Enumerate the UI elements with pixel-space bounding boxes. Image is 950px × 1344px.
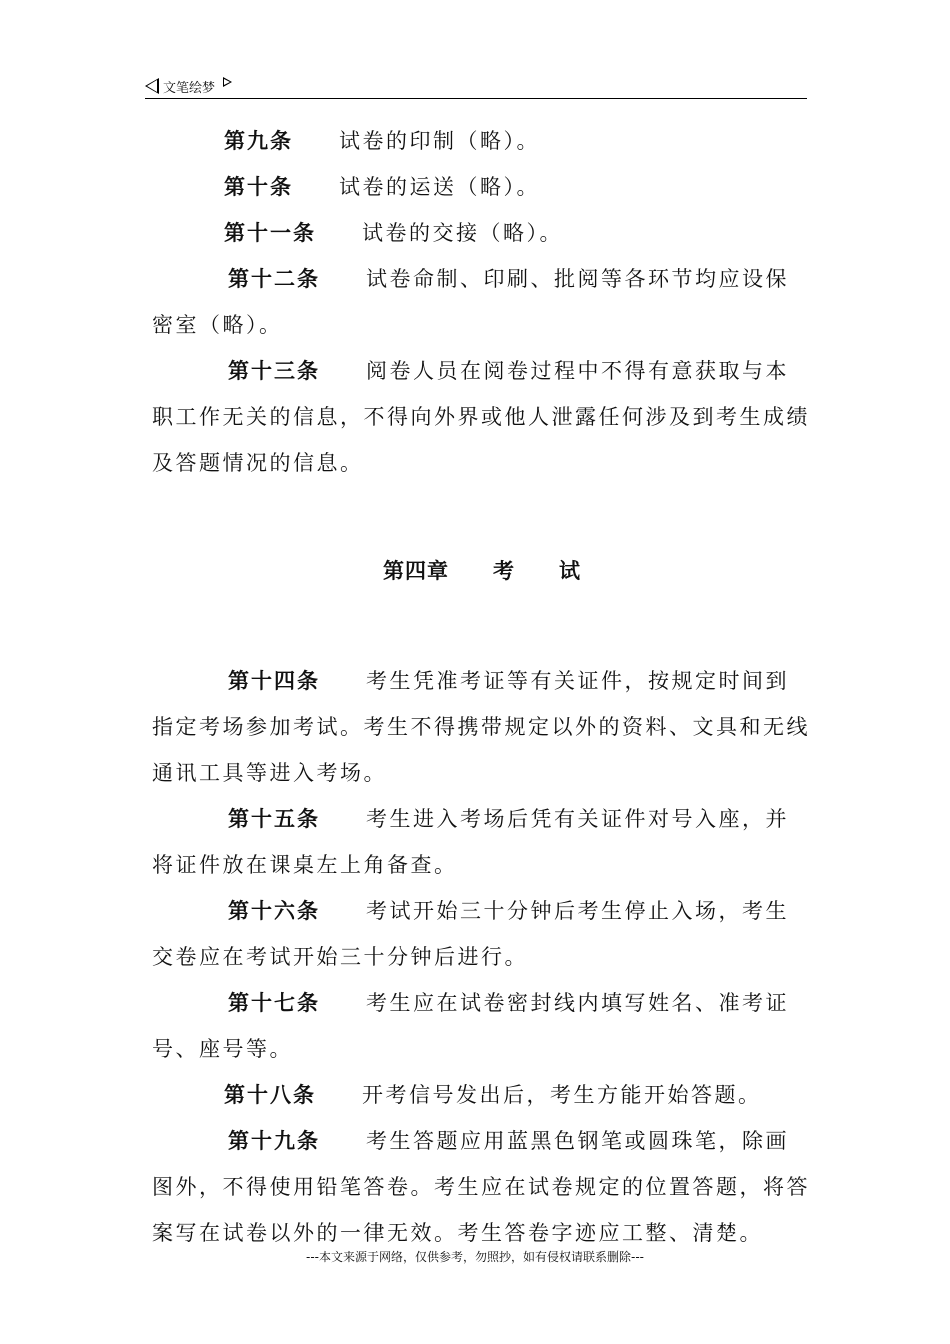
article-text: 考生应在试卷密封线内填写姓名、准考证号、座号等。 (152, 991, 789, 1061)
article-text: 考生进入考场后凭有关证件对号入座，并将证件放在课桌左上角备查。 (152, 807, 789, 877)
article-text: 试卷的运送（略）。 (339, 175, 540, 199)
article-14 (152, 658, 812, 796)
article-text: 试卷的交接（略）。 (362, 221, 563, 245)
article-text: 试卷的印制（略）。 (339, 129, 540, 153)
chapter-heading (152, 548, 812, 594)
article-9 (152, 118, 812, 164)
article-number: 第十七条 (228, 991, 320, 1015)
article-number: 第十四条 (228, 669, 320, 693)
article-number: 第十条 (224, 175, 293, 199)
triangle-left-icon (145, 78, 159, 94)
article-number: 第十六条 (228, 899, 320, 923)
article-text: 考生答题应用蓝黑色钢笔或圆珠笔，除画图外，不得使用铅笔答卷。考生应在试卷规定的位置答题，将答案写在试卷以外的一律无效。考生答卷字迹应工整、清楚。 (152, 1129, 810, 1245)
document-body (152, 118, 812, 1256)
page-footer: ---本文来源于网络，仅供参考，勿照抄，如有侵权请联系删除--- (306, 1250, 644, 1264)
chapter-title-second: 试 (559, 559, 581, 583)
article-number: 第十三条 (228, 359, 320, 383)
article-13 (152, 348, 812, 486)
article-number: 第十二条 (228, 267, 320, 291)
article-10 (152, 164, 812, 210)
article-11 (152, 210, 812, 256)
article-number: 第十一条 (224, 221, 316, 245)
article-text: 阅卷人员在阅卷过程中不得有意获取与本职工作无关的信息，不得向外界或他人泄露任何涉及到考生成绩及答题情况的信息。 (152, 359, 810, 475)
header-title: 文笔绘梦 (163, 80, 216, 96)
article-12 (152, 256, 812, 348)
article-number: 第十九条 (228, 1129, 320, 1153)
article-18 (152, 1072, 812, 1118)
article-text: 考生凭准考证等有关证件，按规定时间到指定考场参加考试。考生不得携带规定以外的资料、文具和无线通讯工具等进入考场。 (152, 669, 810, 785)
article-16 (152, 888, 812, 980)
article-number: 第九条 (224, 129, 293, 153)
article-text: 考试开始三十分钟后考生停止入场，考生交卷应在考试开始三十分钟后进行。 (152, 899, 789, 969)
article-19 (152, 1118, 812, 1256)
article-17 (152, 980, 812, 1072)
chapter-title-first: 考 (493, 559, 515, 583)
article-number: 第十五条 (228, 807, 320, 831)
article-text: 开考信号发出后，考生方能开始答题。 (362, 1083, 762, 1107)
article-text: 试卷命制、印刷、批阅等各环节均应设保密室（略）。 (152, 267, 789, 337)
article-15 (152, 796, 812, 888)
article-number: 第十八条 (224, 1083, 316, 1107)
page-header (145, 74, 807, 99)
triangle-right-icon (223, 77, 232, 87)
chapter-number: 第四章 (383, 559, 449, 583)
